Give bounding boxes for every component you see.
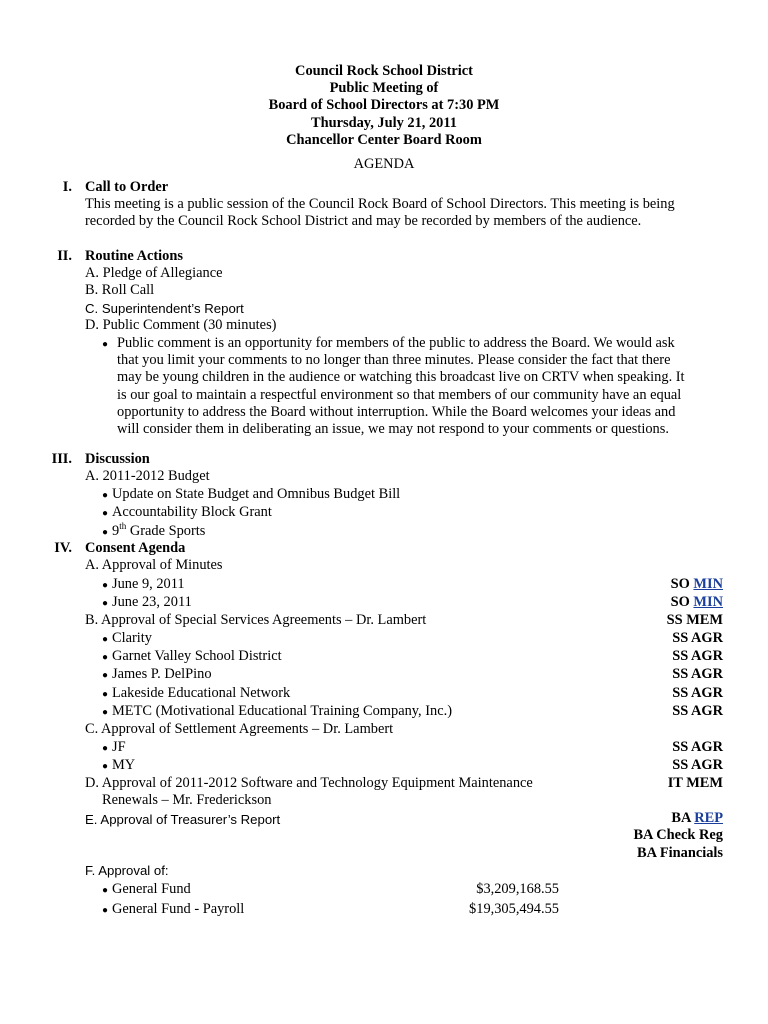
bullet-icon: ● (102, 490, 109, 501)
bullet-icon: ● (102, 885, 109, 896)
min-link-1[interactable]: MIN (693, 576, 723, 592)
approval-minutes-item: A. Approval of Minutes (85, 557, 223, 573)
pledge-item: A. Pledge of Allegiance (85, 265, 223, 281)
agreement-code: SS AGR (672, 666, 723, 682)
list-item: ● METC (Motivational Educational Training Company, Inc.) (102, 703, 452, 722)
list-item: ● Clarity (102, 630, 152, 649)
district-name: Council Rock School District (295, 63, 473, 79)
approval-of-item: F. Approval of: (85, 863, 169, 878)
section-4-title: Consent Agenda (85, 540, 186, 556)
treasurer-code: BA REP (671, 810, 723, 826)
agreement-code: SS AGR (672, 648, 723, 664)
list-item: ● JF (102, 739, 126, 758)
software-renewals-item: D. Approval of 2011-2012 Software and Technology Equipment Maintenance (85, 775, 533, 791)
list-item: ● 9th Grade Sports (102, 523, 205, 542)
section-2-title: Routine Actions (85, 248, 183, 264)
meeting-date: Thursday, July 21, 2011 (311, 115, 457, 131)
minutes-code-2: SO MIN (670, 594, 723, 610)
public-comment-text-line6: will consider them in deliberating an issue, we may not respond to your comments or questions. (117, 421, 669, 437)
public-comment-text-line1: Public comment is an opportunity for members of the public to address the Board. We would ask (117, 335, 675, 351)
meeting-type: Public Meeting of (329, 80, 439, 96)
list-item: ● James P. DelPino (102, 666, 212, 685)
bullet-icon: ● (102, 905, 109, 916)
section-3-title: Discussion (85, 451, 150, 467)
bullet-icon: ● (102, 508, 109, 519)
superintendent-report-item: C. Superintendent’s Report (85, 301, 244, 316)
list-item: ● June 9, 2011 (102, 576, 185, 595)
list-item: ● Accountability Block Grant (102, 504, 272, 523)
list-item: ● MY (102, 757, 135, 776)
agreement-code: SS AGR (672, 630, 723, 646)
min-link-2[interactable]: MIN (693, 594, 723, 610)
payroll-amount: $19,305,494.55 (469, 901, 559, 917)
public-comment-item: D. Public Comment (30 minutes) (85, 317, 277, 333)
section-2-number: II. (57, 248, 72, 264)
meeting-board-time: Board of School Directors at 7:30 PM (268, 97, 500, 113)
bullet-icon: ● (102, 670, 109, 681)
settlement-item: C. Approval of Settlement Agreements – Dr. Lambert (85, 721, 394, 737)
public-comment-text-line2: that you limit your comments to no longer than three minutes. Please consider the fact that there (117, 352, 671, 368)
bullet-icon: ● (102, 652, 109, 663)
section-1-text-line2: recorded by the Council Rock School District and may be recorded by members of the audience. (85, 213, 642, 229)
bullet-icon: ● (102, 761, 109, 772)
bullet-icon: ● (102, 743, 109, 754)
special-services-code: SS MEM (666, 612, 723, 628)
section-3-number: III. (51, 451, 72, 467)
software-renewals-item-cont: Renewals – Mr. Frederickson (102, 792, 272, 808)
list-item: ● June 23, 2011 (102, 594, 192, 613)
rep-link[interactable]: REP (694, 810, 723, 826)
section-1-number: I. (62, 179, 72, 195)
list-item: ● General Fund (102, 881, 191, 900)
list-item: ● Lakeside Educational Network (102, 685, 290, 704)
bullet-icon: ● (102, 634, 109, 645)
list-item: ● Garnet Valley School District (102, 648, 282, 667)
section-1-text-line1: This meeting is a public session of the Council Rock Board of School Directors. This meeting is being (85, 196, 675, 212)
check-register-code: BA Check Reg (633, 827, 723, 843)
public-comment-text-line3: may be young children in the audience or watching this broadcast live on CRTV when speaking. It (117, 369, 685, 385)
bullet-icon: ● (102, 527, 109, 538)
section-1-title: Call to Order (85, 179, 169, 195)
public-comment-text-line5: opportunity to address the Board without interruption. While the Board welcomes your ideas and (117, 404, 676, 420)
software-renewals-code: IT MEM (667, 775, 723, 791)
public-comment-text-line4: is our goal to maintain a respectful environment so that members of our community have an equal (117, 387, 682, 403)
agreement-code: SS AGR (672, 685, 723, 701)
budget-item: A. 2011-2012 Budget (85, 468, 210, 484)
roll-call-item: B. Roll Call (85, 282, 155, 298)
special-services-item: B. Approval of Special Services Agreements – Dr. Lambert (85, 612, 427, 628)
bullet-icon: ● (102, 339, 109, 350)
bullet-icon: ● (102, 598, 109, 609)
bullet-icon: ● (102, 707, 109, 718)
agreement-code: SS AGR (672, 757, 723, 773)
list-item: ● Update on State Budget and Omnibus Budget Bill (102, 486, 400, 505)
agreement-code: SS AGR (672, 739, 723, 755)
financials-code: BA Financials (637, 845, 723, 861)
treasurer-report-item: E. Approval of Treasurer’s Report (85, 812, 281, 827)
general-fund-amount: $3,209,168.55 (476, 881, 559, 897)
agenda-title: AGENDA (353, 156, 415, 172)
section-4-number: IV. (54, 540, 72, 556)
agreement-code: SS AGR (672, 703, 723, 719)
meeting-location: Chancellor Center Board Room (286, 132, 482, 148)
bullet-icon: ● (102, 689, 109, 700)
bullet-icon: ● (102, 580, 109, 591)
minutes-code-1: SO MIN (670, 576, 723, 592)
list-item: ● General Fund - Payroll (102, 901, 244, 920)
